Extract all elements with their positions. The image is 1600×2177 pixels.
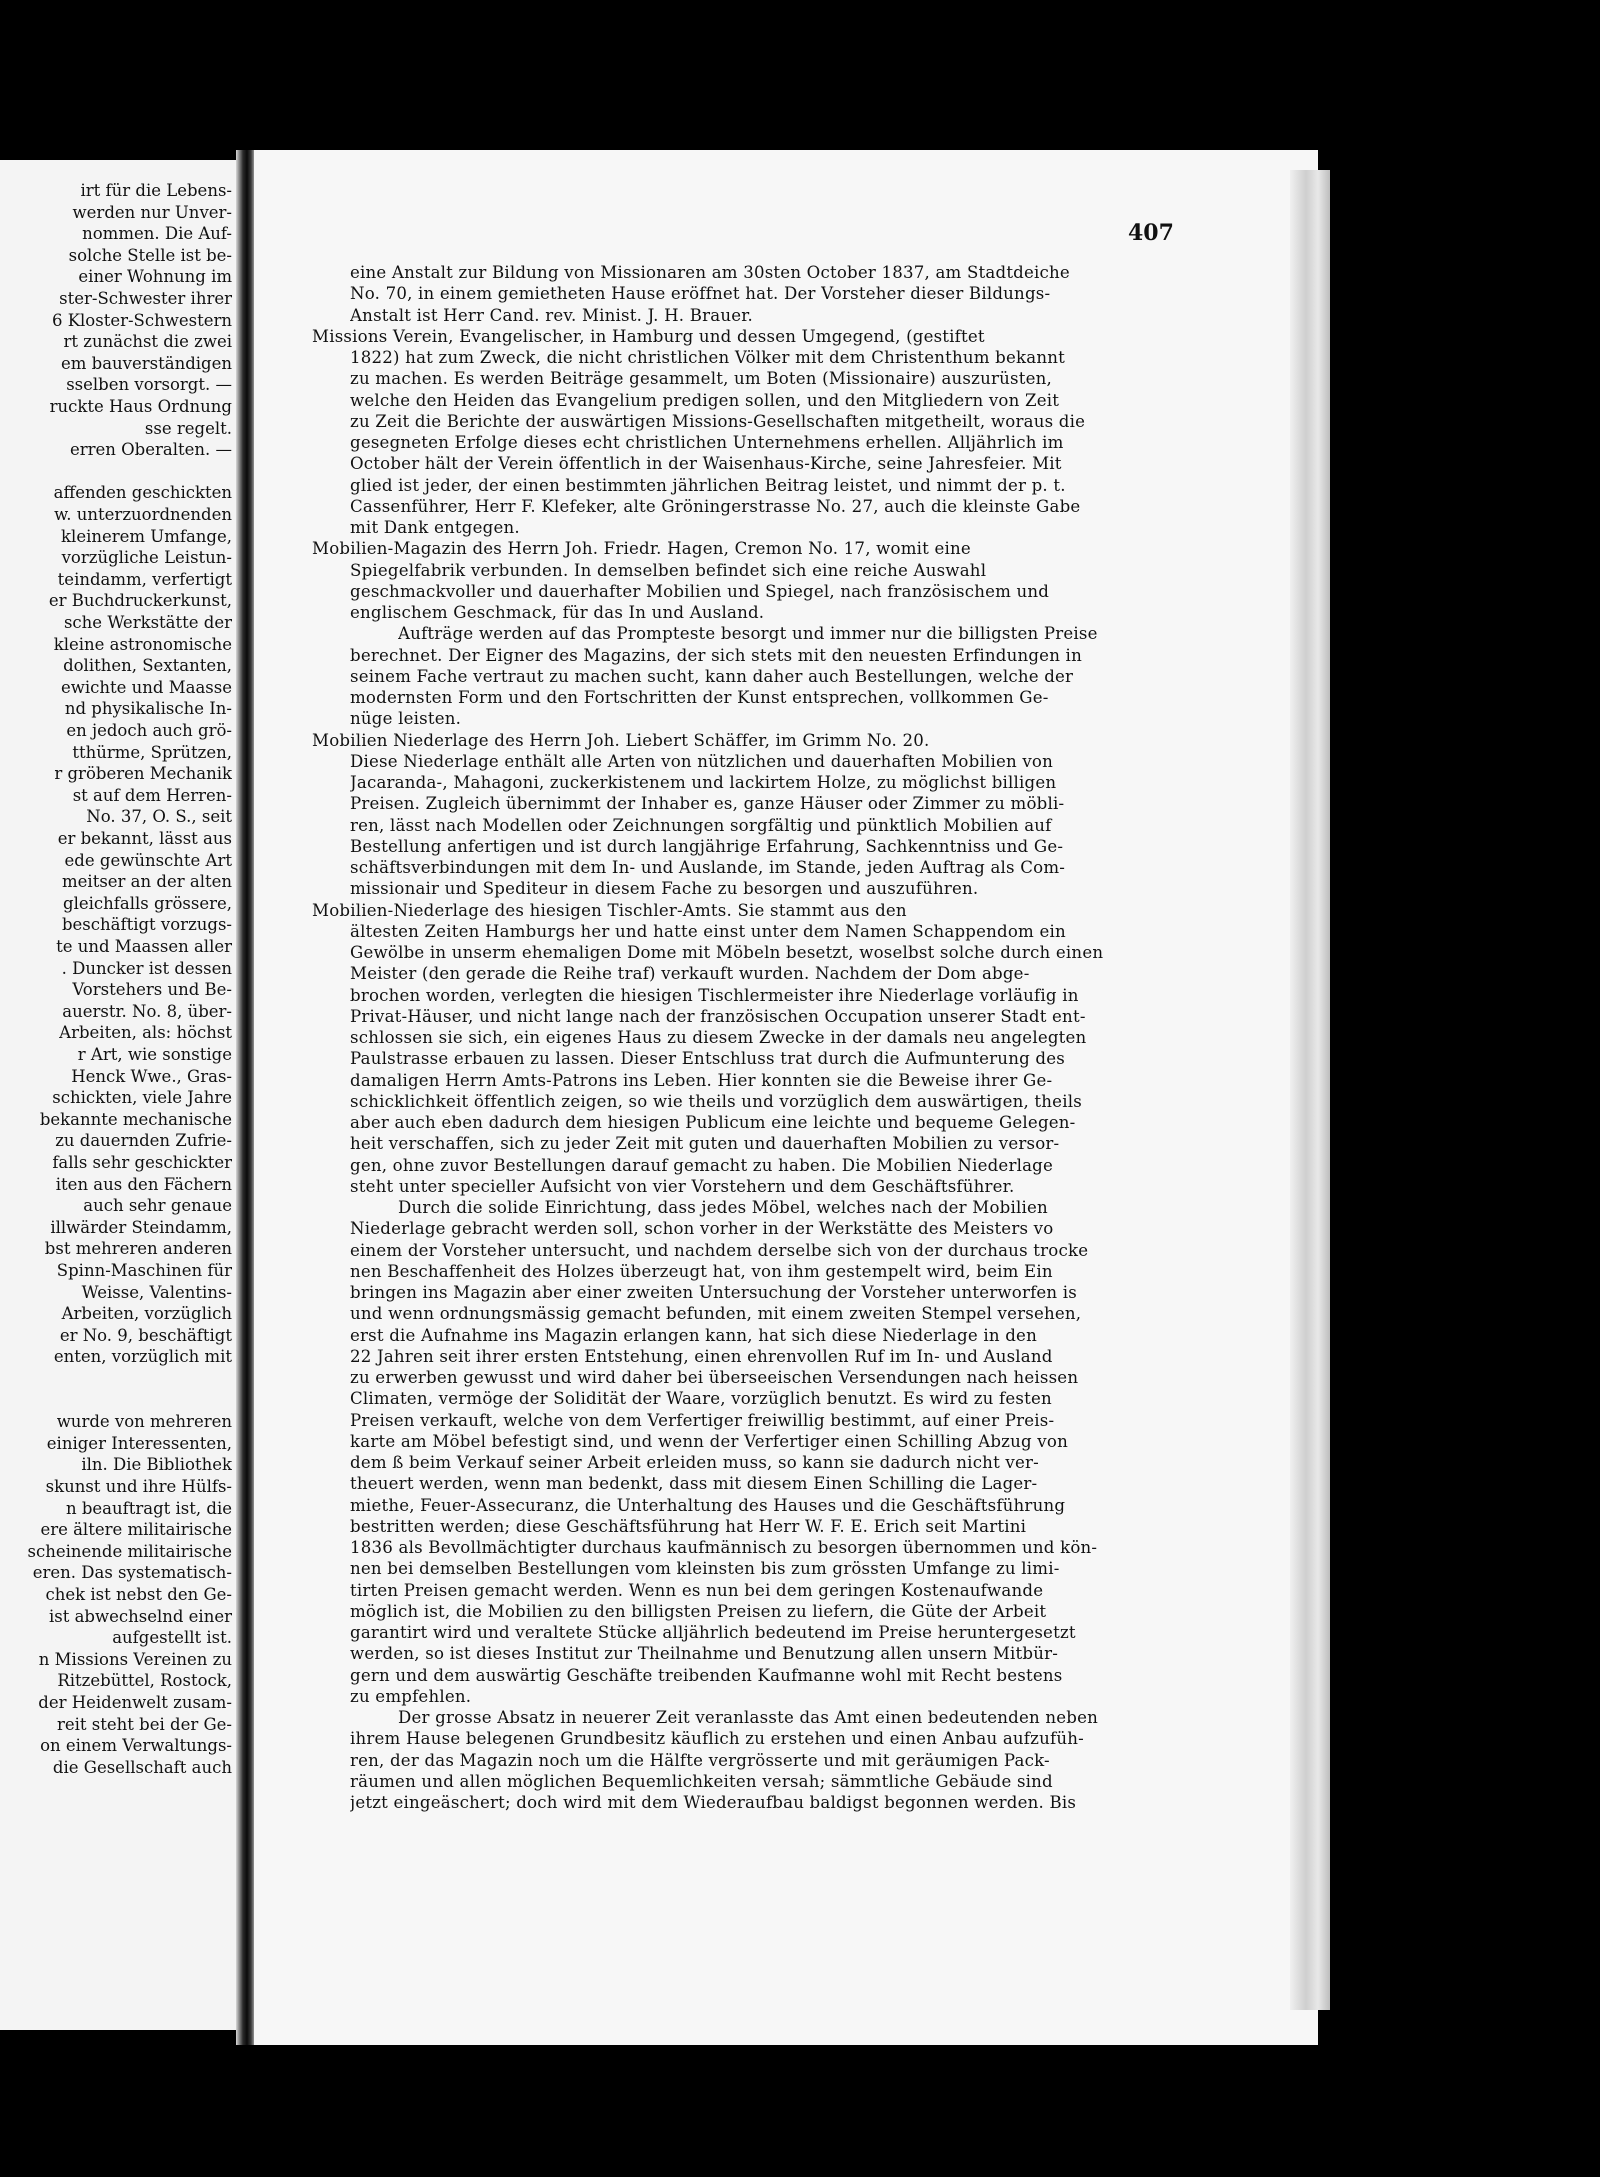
left-page-line: tthürme, Sprützen, [72,742,232,762]
body-text-line: gern und dem auswärtig Geschäfte treibenden Kaufmanne wohl mit Recht bestens [350,1665,1063,1685]
body-text-line: schicklichkeit öffentlich zeigen, so wie theils und vorzüglich dem auswärtigen, theils [350,1091,1082,1111]
body-text-line: gesegneten Erfolge dieses echt christlichen Unternehmens erhellen. Alljährlich im [350,433,1064,452]
left-page-line: schickten, viele Jahre [52,1088,232,1108]
body-text-line: Preisen verkauft, welche von dem Verfertiger freiwillig bestimmt, auf einer Preis- [350,1410,1055,1430]
entry-heading-line: Missions Verein, Evangelischer, in Hamburg und dessen Umgegend, (gestiftet [312,326,985,346]
left-page-line: n beauftragt ist, die [65,1498,232,1518]
left-page-line: en jedoch auch grö- [66,721,232,740]
page-number: 407 [1128,220,1174,246]
left-page-line: irt für die Lebens- [80,181,232,200]
body-text-line: welche den Heiden das Evangelium predigen sollen, und den Mitgliedern von Zeit [350,390,1060,410]
body-text-line: jetzt eingeäschert; doch wird mit dem Wiederaufbau baldigst begonnen werden. Bis [350,1793,1077,1812]
left-page-line: on einem Verwaltungs- [40,1736,232,1756]
left-page-line: sche Werkstätte der [63,613,232,632]
body-text-line: Gewölbe in unserm ehemaligen Dome mit Möbeln besetzt, woselbst solche durch einen [350,943,1104,962]
left-page-line: illwärder Steindamm, [50,1217,232,1237]
body-text-line: brochen worden, verlegten die hiesigen Tischlermeister ihre Niederlage vorläufig in [350,985,1079,1005]
left-page-line: 6 Kloster-Schwestern [51,310,232,330]
left-page-line: beschäftigt vorzugs- [61,915,232,935]
body-text-line: 22 Jahren seit ihrer ersten Entstehung, einen ehrenvollen Ruf im In- und Ausland [350,1346,1053,1366]
left-page-line: enten, vorzüglich mit [53,1347,232,1367]
left-page-line: Henck Wwe., Gras- [71,1066,232,1086]
left-page-line: iln. Die Bibliothek [81,1455,232,1475]
left-page-line: iten aus den Fächern [55,1174,232,1194]
body-text-line: ihrem Hause belegenen Grundbesitz käuflich zu erstehen und einen Anbau aufzufüh- [350,1729,1084,1749]
body-text-line: Anstalt ist Herr Cand. rev. Minist. J. H. Brauer. [350,305,754,325]
body-text-line: missionair und Spediteur in diesem Fache zu besorgen und auszuführen. [350,879,979,899]
body-text-line: mit Dank entgegen. [350,518,520,537]
body-text-line: räumen und allen möglichen Bequemlichkeiten versah; sämmtliche Gebäude sind [350,1771,1053,1791]
left-page-line: sse regelt. [144,418,232,438]
body-text-line: garantirt wird und veraltete Stücke alljährlich bedeutend im Preise heruntergesetzt [350,1623,1076,1642]
left-page-line: ruckte Haus Ordnung [49,397,232,416]
left-page-line: die Gesellschaft auch [52,1757,232,1777]
entry-heading-line: Mobilien Niederlage des Herrn Joh. Liebert Schäffer, im Grimm No. 20. [312,730,930,750]
body-text-line: Der grosse Absatz in neuerer Zeit veranlasste das Amt einen bedeutenden neben [398,1708,1098,1727]
entry-heading-line: Mobilien-Niederlage des hiesigen Tischler-Amts. Sie stammt aus den [312,900,907,920]
body-text-line: miethe, Feuer-Assecuranz, die Unterhaltung des Hauses und die Geschäftsführung [350,1495,1066,1515]
body-text-line: Cassenführer, Herr F. Klefeker, alte Gröningerstrasse No. 27, auch die kleinste Gabe [350,496,1081,516]
body-text-line: 1836 als Bevollmächtigter durchaus kaufmännisch zu besorgen übernommen und kön- [350,1538,1098,1557]
left-page-line: r gröberen Mechanik [54,764,232,784]
body-text-line: bringen ins Magazin aber einer zweiten Untersuchung der Vorsteher unterworfen is [350,1283,1078,1302]
body-text-line: Niederlage gebracht werden soll, schon vorher in der Werkstätte des Meisters vo [350,1219,1054,1239]
left-page-line: No. 37, O. S., seit [86,807,232,827]
left-page-line: rt zunächst die zwei [63,332,232,352]
left-page-line: er Buchdruckerkunst, [48,591,232,611]
body-text-line: No. 70, in einem gemietheten Hause eröffnet hat. Der Vorsteher dieser Bildungs- [350,284,1051,304]
body-text-line: möglich ist, die Mobilien zu den billigsten Preisen zu liefern, die Güte der Arbeit [350,1601,1047,1621]
left-page-line: scheinende militairische [27,1541,232,1561]
page-edge-shadow [1290,170,1330,2010]
left-page-line: ewichte und Maasse [60,677,232,697]
body-text-line: einem der Vorsteher untersucht, und nachdem derselbe sich von der durchaus trocke [350,1240,1089,1260]
left-page-line: dolithen, Sextanten, [63,656,232,676]
body-text-line: nen bei demselben Bestellungen vom kleinsten bis zum grössten Umfange zu limi- [350,1559,1060,1579]
body-text-line: Paulstrasse erbauen zu lassen. Dieser Entschluss trat durch die Aufmunterung des [350,1049,1065,1069]
body-text-line: werden, so ist dieses Institut zur Theilnahme und Benutzung allen unsern Mitbür- [350,1644,1059,1664]
body-text-line: geschmackvoller und dauerhafter Mobilien und Spiegel, nach französischem und [350,581,1050,601]
body-text-line: 1822) hat zum Zweck, die nicht christlichen Völker mit dem Christenthum bekannt [350,348,1065,367]
left-page-line: ist abwechselnd einer [48,1606,232,1626]
body-text-line: zu erwerben gewusst und wird daher bei überseeischen Versendungen nach heissen [350,1368,1079,1387]
left-page-line: eren. Das systematisch- [32,1563,232,1583]
left-page-line: falls sehr geschickter [52,1153,232,1172]
left-page-line: kleinerem Umfange, [61,526,232,546]
left-page-line: solche Stelle ist be- [68,245,232,265]
left-page-line: nd physikalische In- [64,699,232,719]
left-page-line: affenden geschickten [53,483,232,503]
left-page-line: Arbeiten, als: höchst [59,1023,232,1043]
left-page-line: w. unterzuordnenden [54,505,232,524]
book-gutter [236,150,256,2045]
left-page-line: auch sehr genaue [83,1196,232,1216]
left-page-line: einiger Interessenten, [46,1433,232,1453]
left-page-line: bst mehreren anderen [44,1239,232,1259]
body-text-line: dem ß beim Verkauf seiner Arbeit erleiden muss, so kann sie dadurch nicht ver- [350,1453,1039,1472]
left-page-line: einer Wohnung im [78,267,232,287]
body-text-line: tirten Preisen gemacht werden. Wenn es nun bei dem geringen Kostenaufwande [350,1580,1044,1600]
left-page-line: nommen. Die Auf- [82,224,232,244]
left-page-line: zu dauernden Zufrie- [55,1131,232,1151]
body-text-line: ältesten Zeiten Hamburgs her und hatte einst unter dem Namen Schappendom ein [350,921,1066,941]
left-page-line: skunst und ihre Hülfs- [45,1477,232,1496]
left-page-line: chek ist nebst den Ge- [45,1585,232,1604]
left-page-line: er No. 9, beschäftigt [59,1325,232,1345]
body-text-line: aber auch eben dadurch dem hiesigen Publicum eine leichte und bequeme Gelegen- [350,1113,1076,1132]
body-text-line: October hält der Verein öffentlich in der Waisenhaus-Kirche, seine Jahresfeier. Mit [350,454,1062,474]
left-page-line: Ritzebüttel, Rostock, [57,1671,232,1691]
left-page-line: ster-Schwester ihrer [59,289,232,308]
body-text-line: seinem Fache vertraut zu machen sucht, kann daher auch Bestellungen, welche der [350,666,1074,686]
body-text-line: Bestellung anfertigen und ist durch langjährige Erfahrung, Sachkenntniss und Ge- [350,836,1064,856]
body-text-line: Privat-Häuser, und nicht lange nach der französischen Occupation unserer Stadt ent- [350,1006,1086,1026]
left-page-line: em bauverständigen [60,353,232,373]
left-page-line: st auf dem Herren- [72,785,232,805]
body-text-line: Diese Niederlage enthält alle Arten von nützlichen und dauerhaften Mobilien von [350,751,1053,771]
left-page [0,160,236,2030]
body-text-line: steht unter specieller Aufsicht von vier Vorstehern und dem Geschäftsführer. [350,1176,1015,1196]
body-text-line: nüge leisten. [350,709,462,729]
left-page-line: . Duncker ist dessen [61,958,232,978]
left-page-line: aufgestellt ist. [112,1628,232,1648]
left-page-line: te und Maassen aller [56,937,232,956]
left-page-line: bekannte mechanische [39,1109,232,1129]
left-page-line: Vorstehers und Be- [72,980,232,1000]
body-text-line: berechnet. Der Eigner des Magazins, der sich stets mit den neuesten Erfindungen in [350,645,1082,665]
body-text-line: Aufträge werden auf das Prompteste besorgt und immer nur die billigsten Preise [398,624,1098,644]
body-text-line: zu empfehlen. [350,1686,472,1706]
left-page-line: gleichfalls grössere, [63,893,232,913]
body-text-line: zu machen. Es werden Beiträge gesammelt, um Boten (Missionaire) auszurüsten, [350,369,1052,389]
body-text-line: englischem Geschmack, für das In und Ausland. [350,603,765,622]
left-page-line: ere ältere militairische [40,1520,232,1540]
body-text-line: ren, der das Magazin noch um die Hälfte vergrösserte und mit geräumigen Pack- [350,1750,1050,1770]
body-text-line: theuert werden, wenn man bedenkt, dass mit diesem Einen Schilling die Lager- [350,1474,1038,1494]
left-page-line: vorzügliche Leistun- [61,548,232,568]
left-page-line: werden nur Unver- [72,202,232,222]
left-page-line: Spinn-Maschinen für [56,1261,232,1280]
left-page-line: Weisse, Valentins- [81,1282,232,1302]
body-text-line: ren, lässt nach Modellen oder Zeichnungen sorgfältig und pünktlich Mobilien auf [350,815,1052,835]
left-page-line: kleine astronomische [53,634,232,654]
body-text-line: bestritten werden; diese Geschäftsführung hat Herr W. F. E. Erich seit Martini [350,1516,1027,1536]
body-text-line: erst die Aufnahme ins Magazin erlangen kann, hat sich diese Niederlage in den [350,1325,1037,1345]
body-text-line: damaligen Herrn Amts-Patrons ins Leben. Hier konnten sie die Beweise ihrer Ge- [350,1070,1053,1090]
body-text-line: nen Beschaffenheit des Holzes überzeugt hat, von ihm gestempelt wird, beim Ein [350,1261,1053,1281]
body-text-line: gen, ohne zuvor Bestellungen darauf gemacht zu haben. Die Mobilien Niederlage [350,1155,1054,1175]
body-text-line: und wenn ordnungsmässig gemacht befunden, mit einem zweiten Stempel versehen, [350,1304,1082,1324]
body-text-line: Durch die solide Einrichtung, dass jedes Möbel, welches nach der Mobilien [398,1198,1048,1217]
left-page-line: reit steht bei der Ge- [57,1714,232,1734]
left-page-line: meitser an der alten [62,872,232,892]
entry-heading-line: Mobilien-Magazin des Herrn Joh. Friedr. Hagen, Cremon No. 17, womit eine [312,539,971,559]
left-page-line: sselben vorsorgt. — [66,375,232,395]
body-text-line: Meister (den gerade die Reihe traf) verkauft wurden. Nachdem der Dom abge- [350,964,1030,984]
body-text-line: zu Zeit die Berichte der auswärtigen Missions-Gesellschaften mitgetheilt, woraus die [350,411,1086,431]
body-text-line: schäftsverbindungen mit dem In- und Auslande, im Stande, jeden Auftrag als Com- [350,858,1066,877]
body-text-line: glied ist jeder, der einen bestimmten jährlichen Beitrag leistet, und nimmt der p. t. [350,475,1066,495]
body-text-line: Preisen. Zugleich übernimmt der Inhaber es, ganze Häuser oder Zimmer zu möbli- [350,794,1065,814]
body-text-line: eine Anstalt zur Bildung von Missionaren am 30sten October 1837, am Stadtdeiche [350,263,1070,282]
body-text-line: modernsten Form und den Fortschritten der Kunst entsprechen, vollkommen Ge- [350,688,1049,707]
left-page-line: auerstr. No. 8, über- [62,1001,232,1021]
body-text-line: Jacaranda-, Mahagoni, zuckerkistenem und lackirtem Holze, zu möglichst billigen [350,773,1057,792]
left-page-line: teindamm, verfertigt [57,569,232,589]
body-text-line: Climaten, vermöge der Solidität der Waare, vorzüglich benutzt. Es wird zu festen [350,1389,1052,1409]
body-text-line: schlossen sie sich, ein eigenes Haus zu diesem Zwecke in der damals neu angelegten [350,1028,1087,1047]
left-page-line: Arbeiten, vorzüglich [61,1304,232,1324]
body-text-line: karte am Möbel befestigt sind, und wenn der Verfertiger einen Schilling Abzug von [350,1431,1068,1451]
left-page-line: erren Oberalten. — [69,440,232,460]
left-page-line: wurde von mehreren [56,1412,232,1432]
left-page-line: ede gewünschte Art [64,850,232,870]
body-text-line: heit verschaffen, sich zu jeder Zeit mit guten und dauerhaften Mobilien zu versor- [350,1134,1060,1154]
left-page-line: n Missions Vereinen zu [38,1649,232,1669]
left-page-line: er bekannt, lässt aus [57,829,232,848]
left-page-line: r Art, wie sonstige [77,1045,232,1064]
left-page-line: der Heidenwelt zusam- [38,1693,232,1712]
body-text-line: Spiegelfabrik verbunden. In demselben befindet sich eine reiche Auswahl [350,560,987,580]
